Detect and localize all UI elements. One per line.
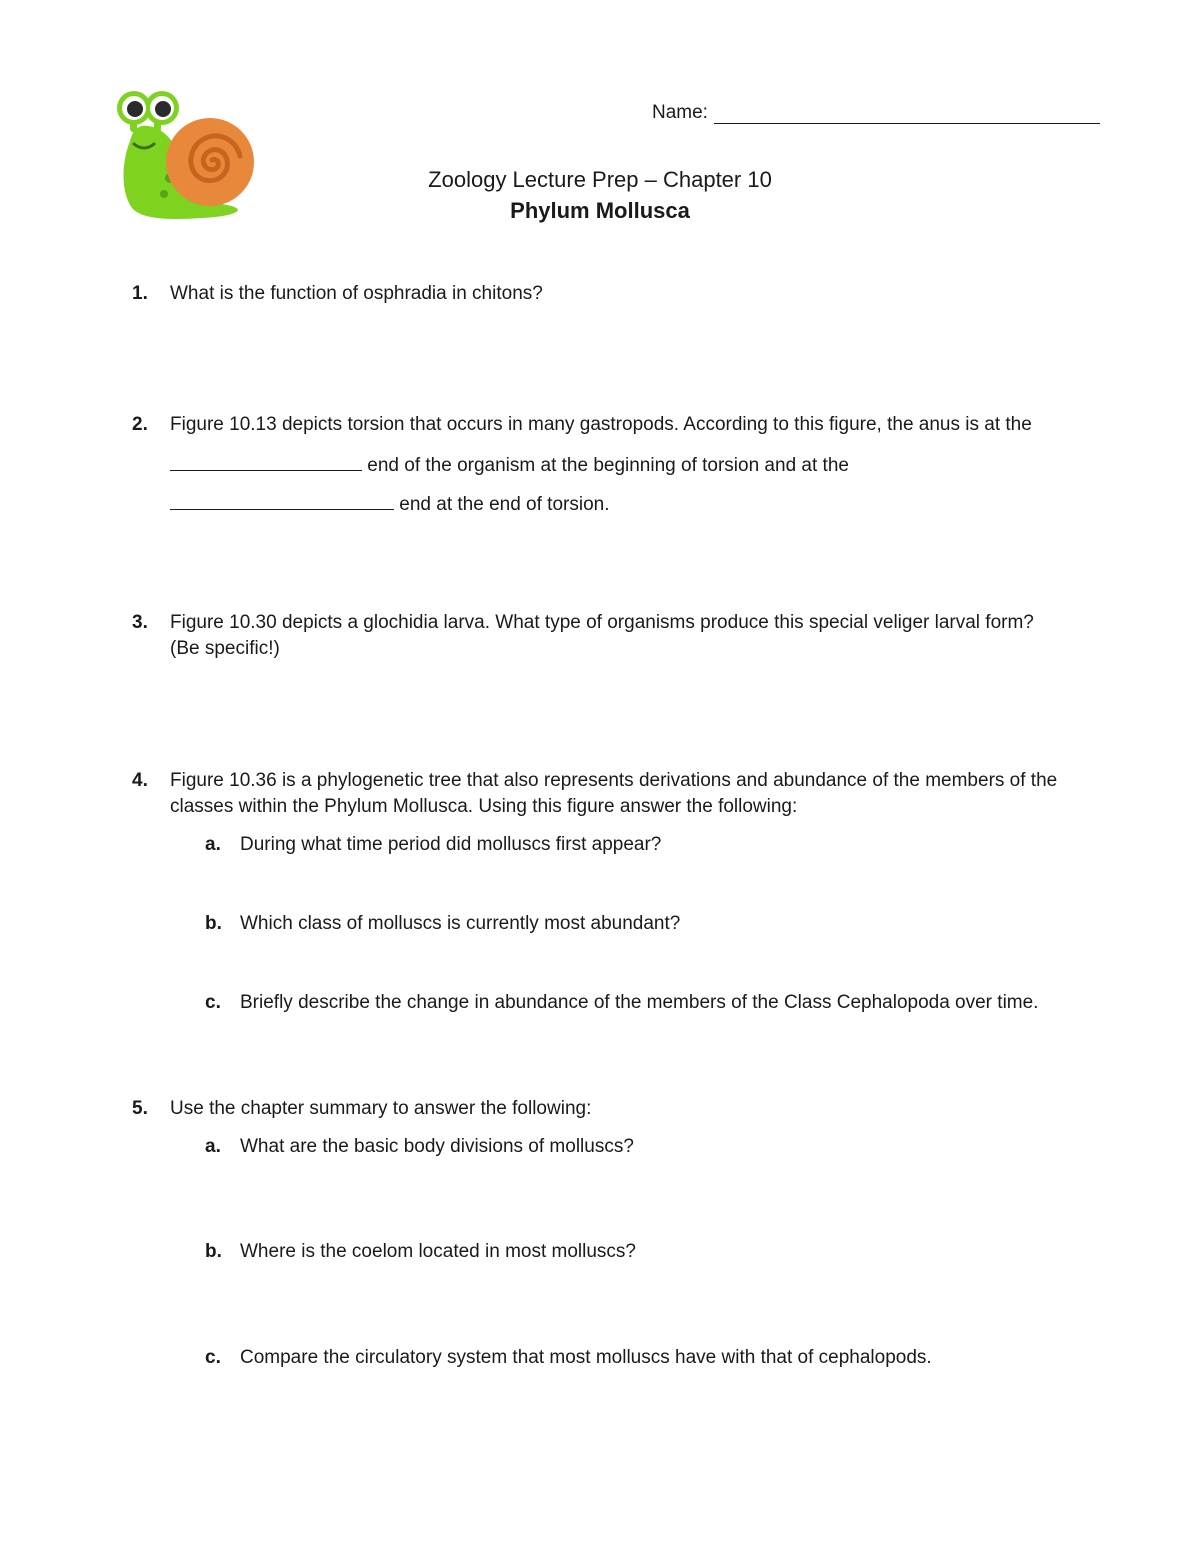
subquestion-text: Compare the circulatory system that most molluscs have with that of cephalopods. <box>240 1347 932 1368</box>
page-title: Zoology Lecture Prep – Chapter 10 <box>428 167 772 192</box>
question-text-line-1: Figure 10.36 is a phylogenetic tree that also represents derivations and abundance of the members of the <box>170 770 1058 791</box>
name-blank-line[interactable] <box>714 103 1100 124</box>
question-text: Use the chapter summary to answer the following: <box>170 1098 592 1119</box>
subquestion-text: What are the basic body divisions of molluscs? <box>240 1136 634 1157</box>
question-number: 1. <box>132 283 148 304</box>
subquestion-letter: a. <box>205 1136 221 1157</box>
page-subtitle: Phylum Mollusca <box>510 198 690 223</box>
question-text-line-3-text: end at the end of torsion. <box>399 494 610 515</box>
name-label: Name: <box>652 102 708 123</box>
question-number: 2. <box>132 414 148 435</box>
subquestion-text: Briefly describe the change in abundance of the members of the Class Cephalopoda over time. <box>240 992 1039 1013</box>
subquestion-text: During what time period did molluscs first appear? <box>240 834 662 855</box>
subquestion-text: Where is the coelom located in most molluscs? <box>240 1241 636 1262</box>
subquestion-letter: b. <box>205 1241 222 1262</box>
question-text-line-2-text: end of the organism at the beginning of torsion and at the <box>367 455 849 476</box>
question-text-line-3 <box>170 491 1110 518</box>
question-text-line-2: classes within the Phylum Mollusca. Using this figure answer the following: <box>170 796 798 817</box>
question-text: What is the function of osphradia in chitons? <box>170 283 543 304</box>
answer-blank-2[interactable] <box>170 491 394 510</box>
question-number: 4. <box>132 770 148 791</box>
subquestion-letter: a. <box>205 834 221 855</box>
question-text-line-1: Figure 10.13 depicts torsion that occurs in many gastropods. According to this figure, the anus is at the <box>170 414 1032 435</box>
question-3 <box>0 610 1200 670</box>
answer-blank-1[interactable] <box>170 452 362 471</box>
question-1 <box>0 281 1200 311</box>
question-text-line-2 <box>170 452 1110 479</box>
question-4 <box>0 768 1200 1028</box>
subquestion-letter: b. <box>205 913 222 934</box>
question-text-line-2: (Be specific!) <box>170 638 280 659</box>
question-number: 5. <box>132 1098 148 1119</box>
name-field[interactable] <box>652 102 1100 124</box>
question-text-line-1: Figure 10.30 depicts a glochidia larva. What type of organisms produce this special veliger larval form? <box>170 612 1034 633</box>
subquestion-letter: c. <box>205 1347 221 1368</box>
question-5 <box>0 1096 1200 1376</box>
question-number: 3. <box>132 612 148 633</box>
subquestion-text: Which class of molluscs is currently most abundant? <box>240 913 681 934</box>
question-2 <box>0 412 1200 522</box>
subquestion-letter: c. <box>205 992 221 1013</box>
